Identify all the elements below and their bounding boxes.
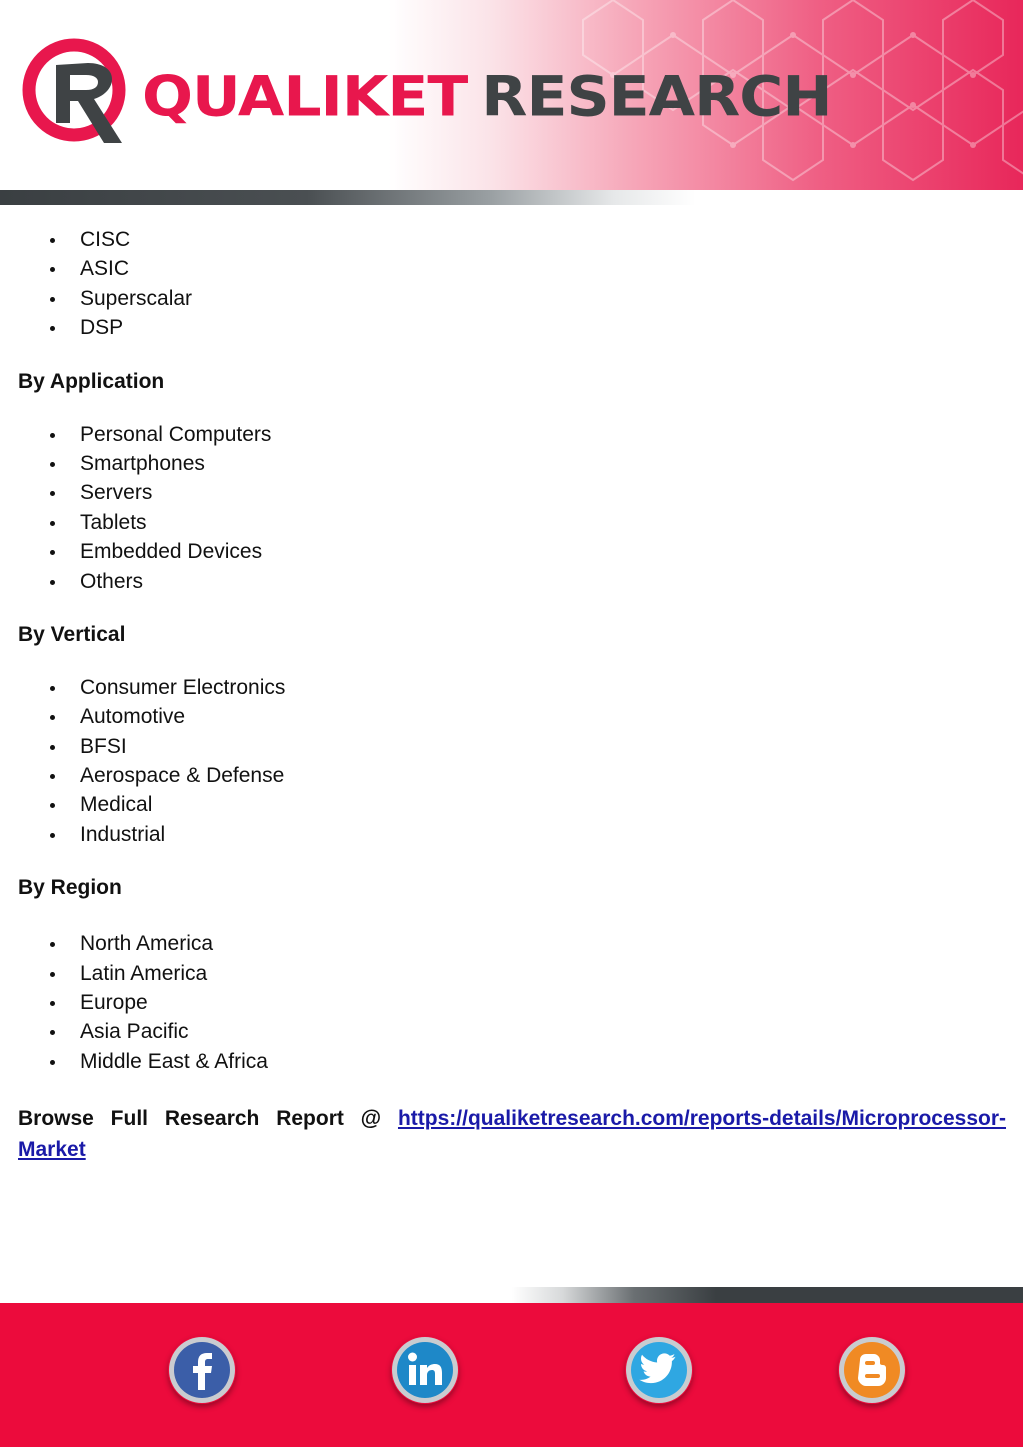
list-item (18, 820, 1006, 849)
list-item (18, 959, 1006, 988)
list-item (18, 537, 1006, 566)
list-item-text: DSP (80, 316, 124, 340)
list-item (18, 567, 1006, 596)
list-item-text: North America (80, 932, 214, 956)
list-item-text: Others (80, 569, 144, 593)
list-item-text: Latin America (80, 961, 208, 985)
section-heading-region: By Region (18, 876, 122, 900)
list-item (18, 790, 1006, 819)
list-item (18, 988, 1006, 1017)
list-item-text: Personal Computers (80, 422, 272, 446)
brand-word-research: RESEARCH (481, 64, 832, 130)
list-item-text: Automotive (80, 705, 186, 729)
list-item (18, 508, 1006, 537)
browse-label: Browse Full Research Report @ (18, 1107, 382, 1131)
list-item (18, 284, 1006, 313)
list-item-text: Embedded Devices (80, 540, 263, 564)
type-list (18, 225, 1006, 343)
list-item-text: Asia Pacific (80, 1020, 189, 1044)
list-item (18, 449, 1006, 478)
section-heading-vertical: By Vertical (18, 622, 126, 646)
list-item (18, 732, 1006, 761)
bullet-icon (50, 462, 55, 467)
list-item (18, 420, 1006, 449)
list-item-text: Medical (80, 793, 153, 817)
report-link[interactable]: https://qualiketresearch.com/reports-details/Microprocessor-Market (18, 1107, 1006, 1162)
twitter-icon[interactable] (625, 1336, 693, 1404)
list-item-text: Europe (80, 991, 148, 1015)
bullet-icon (50, 803, 55, 808)
application-list (18, 420, 1006, 596)
bullet-icon (50, 715, 55, 720)
document-body (18, 225, 1006, 1165)
list-item (18, 1017, 1006, 1046)
list-item-text: Servers (80, 481, 153, 505)
bullet-icon (50, 433, 55, 438)
list-item (18, 761, 1006, 790)
list-item-text: Tablets (80, 510, 147, 534)
list-item-text: Industrial (80, 822, 166, 846)
bullet-icon (50, 686, 55, 691)
brand-wordmark (142, 65, 832, 129)
section-heading-application: By Application (18, 369, 165, 393)
list-item-text: BFSI (80, 734, 127, 758)
linkedin-icon[interactable] (391, 1336, 459, 1404)
list-item (18, 313, 1006, 342)
bullet-icon (50, 521, 55, 526)
browse-report-paragraph (18, 1103, 1006, 1165)
bullet-icon (50, 297, 55, 302)
region-list (18, 929, 1006, 1076)
page-header (0, 0, 1023, 190)
bullet-icon (50, 1030, 55, 1035)
facebook-icon[interactable] (168, 1336, 236, 1404)
brand-word-qualiket: QUALIKET (142, 64, 468, 130)
list-item (18, 673, 1006, 702)
bullet-icon (50, 1001, 55, 1006)
bullet-icon (50, 550, 55, 555)
bullet-icon (50, 774, 55, 779)
blogger-icon[interactable] (838, 1336, 906, 1404)
list-item (18, 254, 1006, 283)
list-item-text: CISC (80, 228, 131, 251)
list-item (18, 1047, 1006, 1076)
bullet-icon (50, 238, 55, 243)
header-divider-strip (0, 190, 1023, 205)
bullet-icon (50, 942, 55, 947)
bullet-icon (50, 580, 55, 585)
list-item-text: Middle East & Africa (80, 1049, 268, 1073)
bullet-icon (50, 972, 55, 977)
bullet-icon (50, 1060, 55, 1065)
bullet-icon (50, 267, 55, 272)
footer-divider-strip (0, 1287, 1023, 1303)
list-item-text: Smartphones (80, 451, 205, 475)
bullet-icon (50, 326, 55, 331)
qualiket-logo-icon (22, 35, 134, 150)
bullet-icon (50, 745, 55, 750)
bullet-icon (50, 833, 55, 838)
list-item (18, 702, 1006, 731)
list-item-text: Superscalar (80, 286, 193, 310)
list-item-text: ASIC (80, 257, 130, 281)
list-item-text: Consumer Electronics (80, 675, 286, 699)
list-item (18, 929, 1006, 958)
list-item-text: Aerospace & Defense (80, 764, 285, 788)
list-item (18, 225, 1006, 254)
bullet-icon (50, 491, 55, 496)
list-item (18, 478, 1006, 507)
vertical-list (18, 673, 1006, 849)
